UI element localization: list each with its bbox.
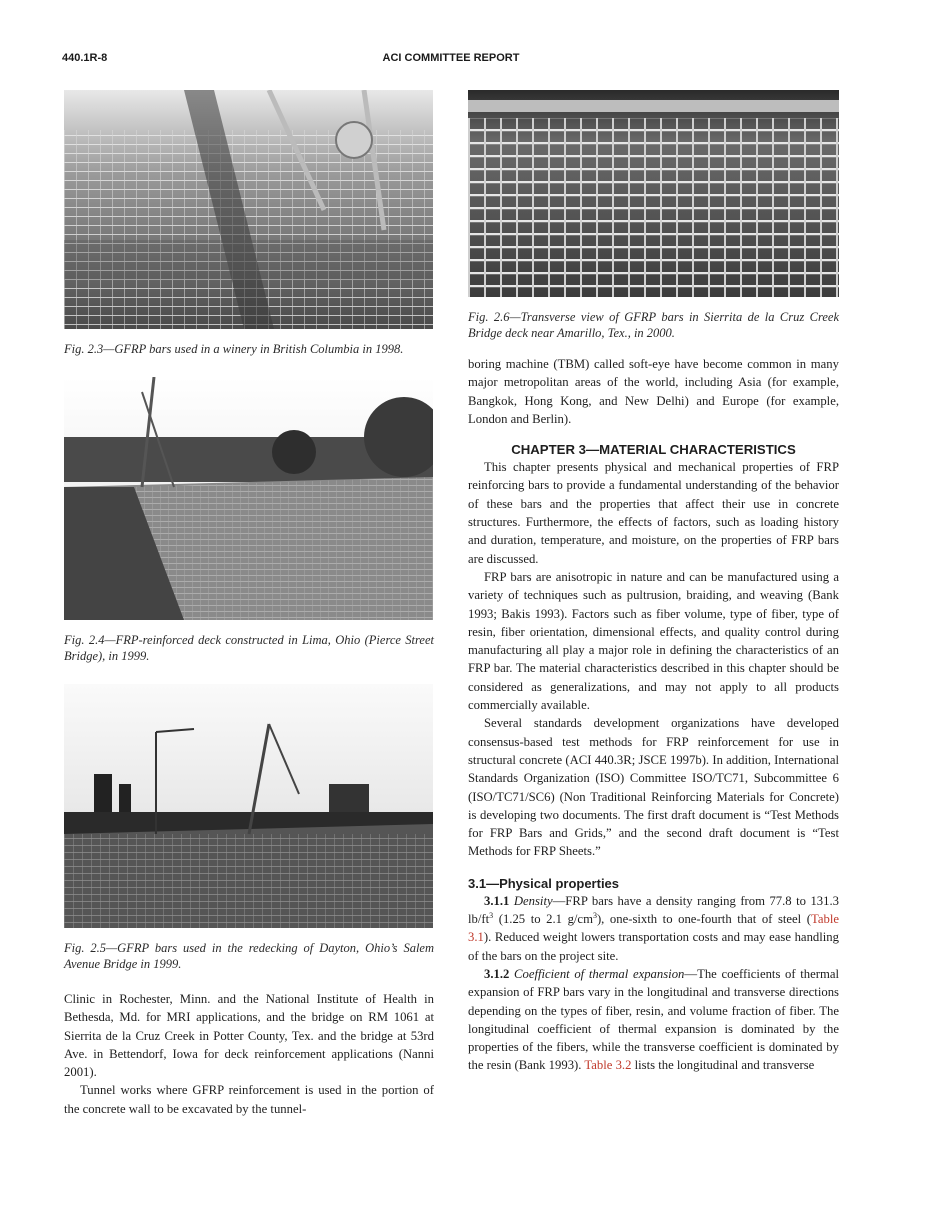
table-3-2-link[interactable]: Table 3.2 [584, 1058, 632, 1073]
section-3-1-1-number: 3.1.1 [484, 893, 510, 908]
fig-2-3-photo [64, 90, 433, 329]
fig-2-4-image [64, 377, 433, 620]
section-3-1-2-text-a: —The coefficients of thermal expansion of FRP bars vary in the longitudinal and transverse directions depending on the types of fiber, resin, and volume fraction of fiber. The longitudinal coefficient of thermal expansion is dominated by the properties of the fibers, while the transverse coefficient is dominated by the resin (Bank 1993). [468, 966, 839, 1073]
page-number: 440.1R-8 [62, 52, 108, 64]
fig-2-3-caption: Fig. 2.3—GFRP bars used in a winery in British Columbia in 1998. [64, 342, 404, 356]
running-title: ACI COMMITTEE REPORT [382, 52, 520, 64]
fig-2-6-photo [468, 90, 839, 297]
superscript-3a: 3 [489, 910, 494, 920]
section-3-1-1-term: Density [513, 893, 553, 908]
left-paragraph-1: Clinic in Rochester, Minn. and the National Institute of Health in Bethesda, Md. for MRI applications, and the bridge on RM 1061 at Sierrita de la Cruz Creek in Potter County, Tex. and the bridge at 53rd Ave. in Bettendorf, Iowa for deck reinforcement applications (Nanni 2001). [64, 992, 434, 1080]
section-3-1-2-paragraph [468, 965, 839, 1075]
section-3-1-1-text-b: (1.25 to 2.1 g/cm [493, 912, 593, 927]
fig-2-4-caption: Fig. 2.4—FRP-reinforced deck constructed in Lima, Ohio (Pierce Street Bridge), in 1999. [64, 633, 434, 663]
section-3-1-title: 3.1—Physical properties [468, 875, 620, 891]
chapter-3-title: CHAPTER 3—MATERIAL CHARACTERISTICS [511, 442, 796, 458]
section-3-1-2-text-b: lists the longitudinal and transverse [631, 1058, 815, 1073]
table-3-1-link[interactable]: Table 3.1 [468, 912, 839, 945]
section-3-1-1-paragraph [468, 892, 839, 965]
section-3-1-2-term: Coefficient of thermal expansion [514, 966, 685, 981]
section-3-1-1-text-d: ). Reduced weight lowers transportation costs and may ease handling of the bars on the project site. [468, 930, 839, 963]
chapter-3-paragraph-3: Several standards development organizations have developed consensus-based test methods for FRP reinforcement for use in structural concrete (ACI 440.3R; JSCE 1997b). In addition, International Standards Organization (ISO) Committee ISO/TC71, Subcommittee 6 (ISO/TC71/SC6) (Non Traditional Reinforcing Materials for Concrete) is developing two documents. The first draft document is “Test Methods for FRP Bars and Grids,” and the second draft document is “Test Methods for FRP Sheets.” [468, 716, 839, 859]
fig-2-4-photo [64, 377, 433, 620]
right-body-text [468, 355, 839, 1075]
right-paragraph-continued: boring machine (TBM) called soft-eye have become common in many major metropolitan areas of the world, including Asia (for example, Bangkok, Hong Kong, and New Delhi) and Europe (for example, London and Berlin). [468, 357, 839, 426]
fig-2-6-caption: Fig. 2.6—Transverse view of GFRP bars in Sierrita de la Cruz Creek Bridge deck near Amarillo, Tex., in 2000. [468, 310, 839, 340]
superscript-3b: 3 [592, 910, 597, 920]
fig-2-3-image [64, 90, 433, 329]
chapter-3-paragraph-1: This chapter presents physical and mechanical properties of FRP reinforcing bars to provide a fundamental understanding of the behavior of these bars and the properties that affect their use in concrete structures. Furthermore, the effects of factors, such as loading history and duration, temperature, and moisture, on the properties of FRP bars are discussed. [468, 460, 839, 566]
section-3-1-1-text-a: —FRP bars have a density ranging from 77.8 to 131.3 lb/ft [468, 893, 839, 927]
fig-2-5-image [64, 684, 433, 928]
right-column [468, 90, 839, 1075]
left-body-text [64, 990, 434, 1118]
left-paragraph-2: Tunnel works where GFRP reinforcement is used in the portion of the concrete wall to be excavated by the tunnel- [64, 1083, 434, 1116]
left-column [64, 90, 434, 1118]
page-header [62, 52, 840, 66]
section-3-1-1-text-c: ), one-sixth to one-fourth that of steel ( [596, 912, 811, 927]
fig-2-5-caption: Fig. 2.5—GFRP bars used in the redecking of Dayton, Ohio’s Salem Avenue Bridge in 1999. [64, 941, 434, 971]
fig-2-6-image [468, 90, 839, 297]
fig-2-5-photo [64, 684, 433, 928]
section-3-1-2-number: 3.1.2 [484, 966, 510, 981]
chapter-3-paragraph-2: FRP bars are anisotropic in nature and can be manufactured using a variety of techniques such as pultrusion, braiding, and weaving (Bank 1993; Bakis 1993). Factors such as fiber volume, type of fiber, type of resin, fiber orientation, dimensional effects, and quality control during manufacturing all play a major role in defining the characteristics of an FRP bar. The material characteristics described in this chapter should be considered as generalizations, and may not apply to all products commercially available. [468, 569, 839, 713]
